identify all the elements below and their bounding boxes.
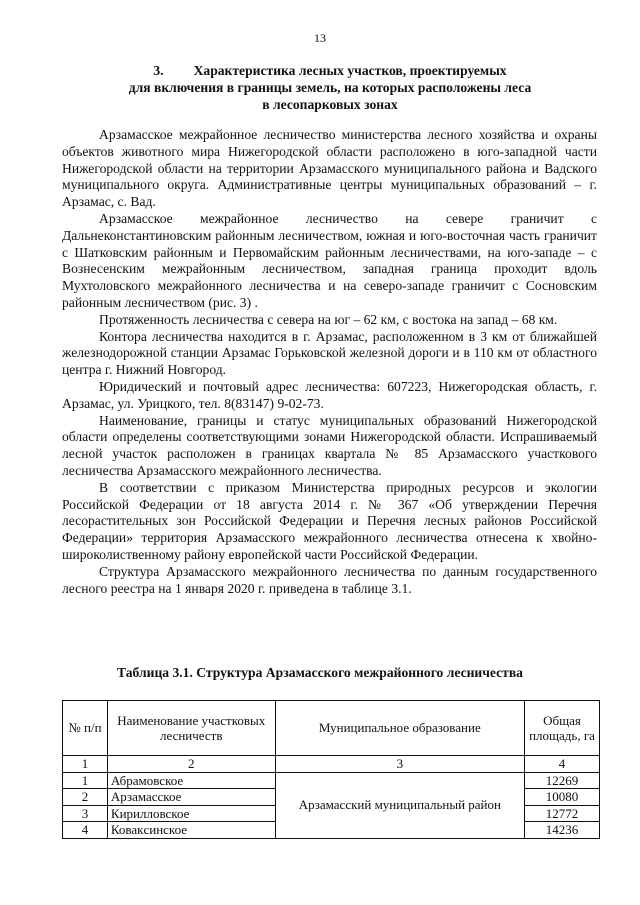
index-cell: 3 bbox=[275, 756, 524, 773]
header-area: Общая площадь, га bbox=[525, 701, 600, 756]
paragraph: Протяженность лесничества с севера на юг – 62 км, с востока на запад – 68 км. bbox=[99, 311, 558, 327]
body-text bbox=[62, 127, 597, 597]
heading-line-3: в лесопарковых зонах bbox=[262, 97, 398, 112]
heading-line-2: для включения в границы земель, на которых расположены леса bbox=[128, 80, 532, 95]
index-cell: 4 bbox=[525, 756, 600, 773]
heading-text-1: Характеристика лесных участков, проектируемых bbox=[193, 63, 507, 78]
row-area: 12269 bbox=[525, 772, 600, 789]
row-municipality: Арзамасский муниципальный район bbox=[275, 772, 524, 838]
row-name: Арзамасское bbox=[107, 789, 275, 806]
row-num: 3 bbox=[63, 805, 108, 822]
row-name: Ковакcинское bbox=[107, 822, 275, 839]
section-number: 3. bbox=[153, 63, 164, 78]
paragraph: Структура Арзамасского межрайонного лесничества по данным государственного лесного реестра на 1 января 2020 г. приведена в таблице 3.1. bbox=[62, 563, 597, 596]
row-num: 2 bbox=[63, 789, 108, 806]
paragraph: Наименование, границы и статус муниципальных образований Нижегородской области определены соответствующими зонами Нижегородской области. Испрашиваемый лесной участок расположен в границах квартала № 85 Арзамасского участкового лесничества Арзамасского межрайонного лесничества. bbox=[62, 412, 597, 478]
paragraph: Контора лесничества находится в г. Арзамас, расположенном в 3 км от ближайшей железнодорожной станции Арзамас Горьковской железной дороги и в 110 км от областного центра г. Нижний Новгород. bbox=[62, 328, 597, 378]
table-index-row bbox=[63, 756, 600, 773]
row-area: 12772 bbox=[525, 805, 600, 822]
paragraph: Арзамасское межрайонное лесничество министерства лесного хозяйства и охраны объектов животного мира Нижегородской области расположено в юго-западной части Нижегородской области на территории Арзамасского муниципального района и Вадского муниципального округа. Административные центры муниципальных образований – г. Арзамас, с. Вад. bbox=[62, 127, 597, 210]
row-name: Абрамовское bbox=[107, 772, 275, 789]
header-municipality: Муниципальное образование bbox=[275, 701, 524, 756]
forestry-structure-table bbox=[62, 700, 600, 839]
row-num: 1 bbox=[63, 772, 108, 789]
row-name: Кирилловское bbox=[107, 805, 275, 822]
row-area: 10080 bbox=[525, 789, 600, 806]
page-number: 13 bbox=[314, 31, 326, 45]
header-name: Наименование участковых лесничеств bbox=[107, 701, 275, 756]
row-area: 14236 bbox=[525, 822, 600, 839]
table-caption: Таблица 3.1. Структура Арзамасского межрайонного лесничества bbox=[117, 665, 523, 680]
section-heading bbox=[60, 62, 600, 113]
heading-line-1 bbox=[60, 62, 600, 79]
table-row bbox=[63, 772, 600, 789]
paragraph: Арзамасское межрайонное лесничество на севере граничит с Дальнеконстантиновским районным лесничеством, южная и юго-восточная часть граничит с Шатковским районным и Первомайским районным лесничествами, на юго-западе – с Вознесенским межрайонным лесничеством, западная граница проходит вдоль Мухтоловского межрайонного лесничества и на северо-западе граничит с Сосновским районным лесничеством (рис. 3) . bbox=[62, 210, 597, 310]
header-num: № п/п bbox=[63, 701, 108, 756]
table-header-row bbox=[63, 701, 600, 756]
row-num: 4 bbox=[63, 822, 108, 839]
index-cell: 1 bbox=[63, 756, 108, 773]
index-cell: 2 bbox=[107, 756, 275, 773]
paragraph: В соответствии с приказом Министерства природных ресурсов и экологии Российской Федерации от 18 августа 2014 г. № 367 «Об утверждении Перечня лесорастительных зон Российской Федерации и Перечня лесных районов Российской Федерации» территория Арзамасского межрайонного лесничества отнесена к хвойно-широколиственному району европейской части Российской Федерации. bbox=[62, 479, 597, 562]
paragraph: Юридический и почтовый адрес лесничества: 607223, Нижегородская область, г. Арзамас, ул. Урицкого, тел. 8(83147) 9-02-73. bbox=[62, 378, 597, 411]
